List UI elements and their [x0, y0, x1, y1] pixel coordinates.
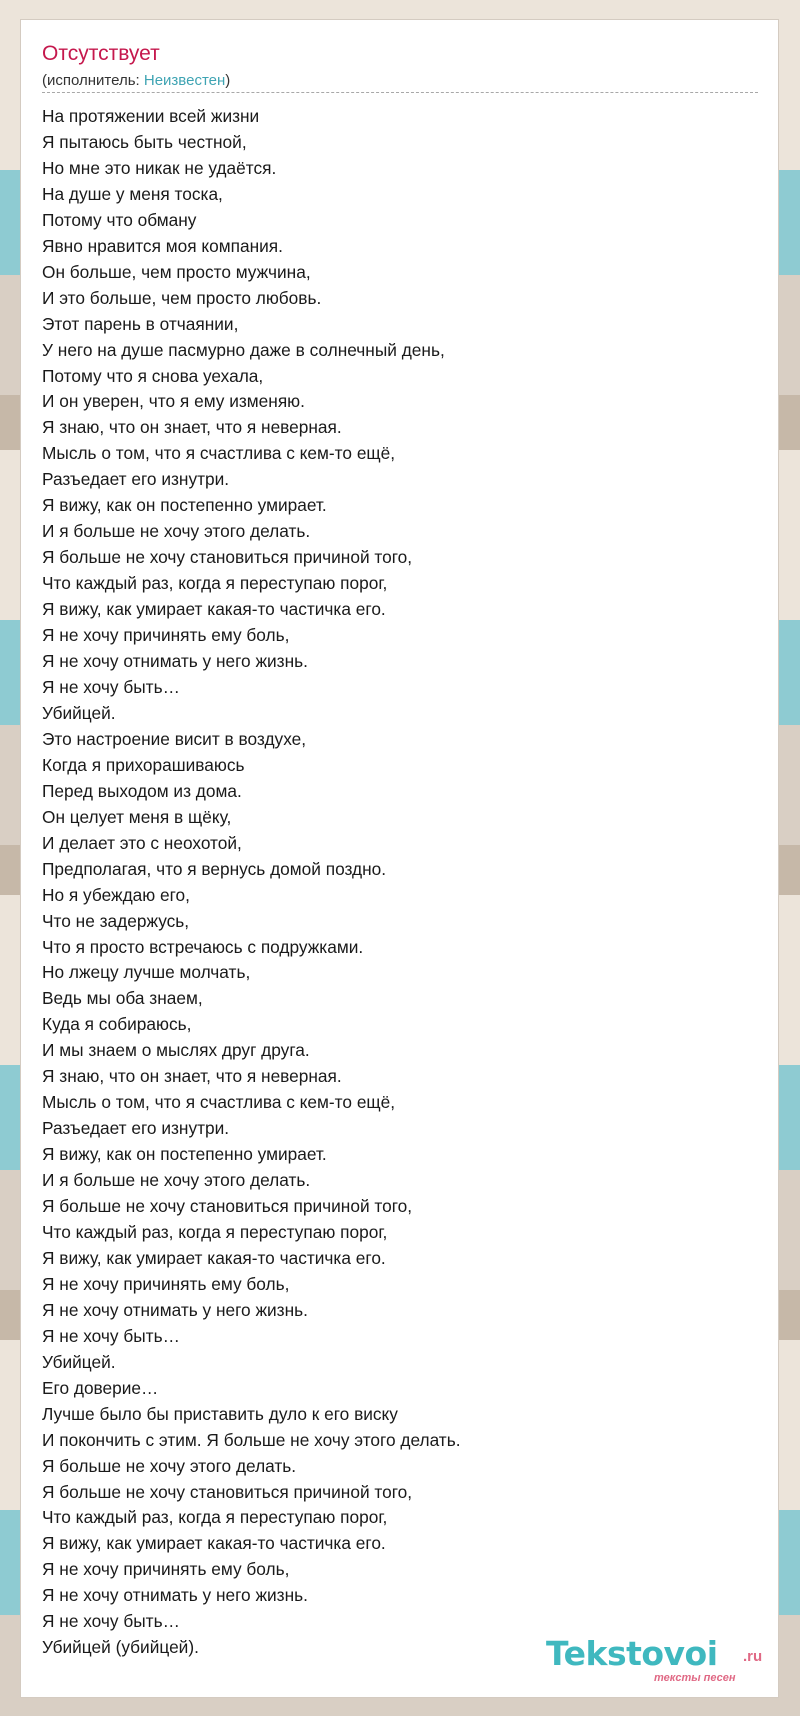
lyric-line: Мысль о том, что я счастлива с кем-то ещё, [42, 1092, 396, 1113]
lyric-line: И мы знаем о мыслях друг друга. [42, 1040, 310, 1061]
lyrics-card [21, 20, 778, 1697]
logo-tld: .ru [743, 1648, 763, 1665]
lyric-line: У него на душе пасмурно даже в солнечный день, [42, 339, 445, 360]
lyric-line: Я знаю, что он знает, что я неверная. [42, 1066, 342, 1087]
lyrics-text [42, 104, 758, 1661]
lyric-line: Я вижу, как умирает какая-то частичка его. [42, 1533, 386, 1554]
lyric-line: Перед выходом из дома. [42, 780, 242, 801]
lyric-line: Я не хочу отнимать у него жизнь. [42, 1299, 308, 1320]
lyric-line: На душе у меня тоска, [42, 183, 223, 204]
lyric-line: Я знаю, что он знает, что я неверная. [42, 417, 342, 438]
lyric-line: Лучше было бы приставить дуло к его виску [42, 1403, 398, 1424]
lyric-line: И покончить с этим. Я больше не хочу этого делать. [42, 1429, 461, 1450]
lyric-line: Когда я прихорашиваюсь [42, 754, 245, 775]
lyric-line: И делает это с неохотой, [42, 832, 242, 853]
lyric-line: Что не задержусь, [42, 910, 190, 931]
lyric-line: Что каждый раз, когда я переступаю порог, [42, 1507, 388, 1528]
lyric-line: И я больше не хочу этого делать. [42, 521, 311, 542]
performer-prefix: (исполнитель: [42, 72, 144, 89]
lyric-line: Куда я собираюсь, [42, 1014, 192, 1035]
lyric-line: Этот парень в отчаянии, [42, 313, 239, 334]
lyric-line: И я больше не хочу этого делать. [42, 1170, 311, 1191]
lyric-line: Он больше, чем просто мужчина, [42, 261, 311, 282]
lyric-line: Убийцей. [42, 1351, 116, 1372]
lyric-line: Я не хочу быть… [42, 1611, 180, 1632]
lyric-line: Убийцей (убийцей). [42, 1637, 199, 1658]
lyric-line: Потому что обману [42, 209, 197, 230]
lyric-line: Я пытаюсь быть честной, [42, 131, 247, 152]
lyric-line: Я вижу, как умирает какая-то частичка его. [42, 1247, 386, 1268]
title-divider [42, 92, 758, 93]
lyric-line: Ведь мы оба знаем, [42, 988, 203, 1009]
site-logo[interactable] [546, 1634, 776, 1694]
lyric-line: Разъедает его изнутри. [42, 469, 230, 490]
lyric-line: Что каждый раз, когда я переступаю порог, [42, 573, 388, 594]
logo-tagline: тексты песен [654, 1672, 736, 1684]
song-title: Отсутствует [42, 42, 160, 65]
lyric-line: И он уверен, что я ему изменяю. [42, 391, 305, 412]
lyric-line: Его доверие… [42, 1377, 159, 1398]
lyric-line: Я не хочу причинять ему боль, [42, 1559, 290, 1580]
lyric-line: Я не хочу причинять ему боль, [42, 625, 290, 646]
lyric-line: Он целует меня в щёку, [42, 806, 232, 827]
lyric-line: Я больше не хочу становиться причиной того, [42, 1481, 413, 1502]
lyric-line: Мысль о том, что я счастлива с кем-то ещё, [42, 443, 396, 464]
lyric-line: Я вижу, как он постепенно умирает. [42, 1144, 327, 1165]
lyric-line: Я не хочу отнимать у него жизнь. [42, 1585, 308, 1606]
lyric-line: Я не хочу отнимать у него жизнь. [42, 651, 308, 672]
lyric-line: Но мне это никак не удаётся. [42, 157, 277, 178]
lyric-line: Я не хочу быть… [42, 1325, 180, 1346]
lyric-line: Но лжецу лучше молчать, [42, 962, 251, 983]
lyric-line: Я вижу, как умирает какая-то частичка его. [42, 599, 386, 620]
performer-link[interactable]: Неизвестен [143, 72, 226, 89]
lyric-line: Я больше не хочу становиться причиной того, [42, 1196, 413, 1217]
lyric-line: Я больше не хочу становиться причиной того, [42, 547, 413, 568]
lyric-line: Потому что я снова уехала, [42, 365, 264, 386]
lyric-line: Что я просто встречаюсь с подружками. [42, 936, 364, 957]
lyric-line: Я не хочу быть… [42, 676, 180, 697]
lyric-line: Я больше не хочу этого делать. [42, 1455, 297, 1476]
logo-wordmark: Tekstovoi [546, 1634, 718, 1673]
lyric-line: Предполагая, что я вернусь домой поздно. [42, 858, 387, 879]
lyric-line: Явно нравится моя компания. [42, 235, 283, 256]
lyric-line: Что каждый раз, когда я переступаю порог, [42, 1221, 388, 1242]
performer-line [42, 72, 230, 90]
lyric-line: Я вижу, как он постепенно умирает. [42, 495, 327, 516]
lyric-line: Но я убеждаю его, [42, 884, 190, 905]
lyric-line: Я не хочу причинять ему боль, [42, 1273, 290, 1294]
lyric-line: На протяжении всей жизни [42, 106, 260, 126]
lyric-line: Разъедает его изнутри. [42, 1118, 230, 1139]
lyric-line: Убийцей. [42, 702, 116, 723]
lyric-line: И это больше, чем просто любовь. [42, 287, 322, 308]
lyric-line: Это настроение висит в воздухе, [42, 728, 307, 749]
performer-suffix: ) [225, 72, 231, 89]
